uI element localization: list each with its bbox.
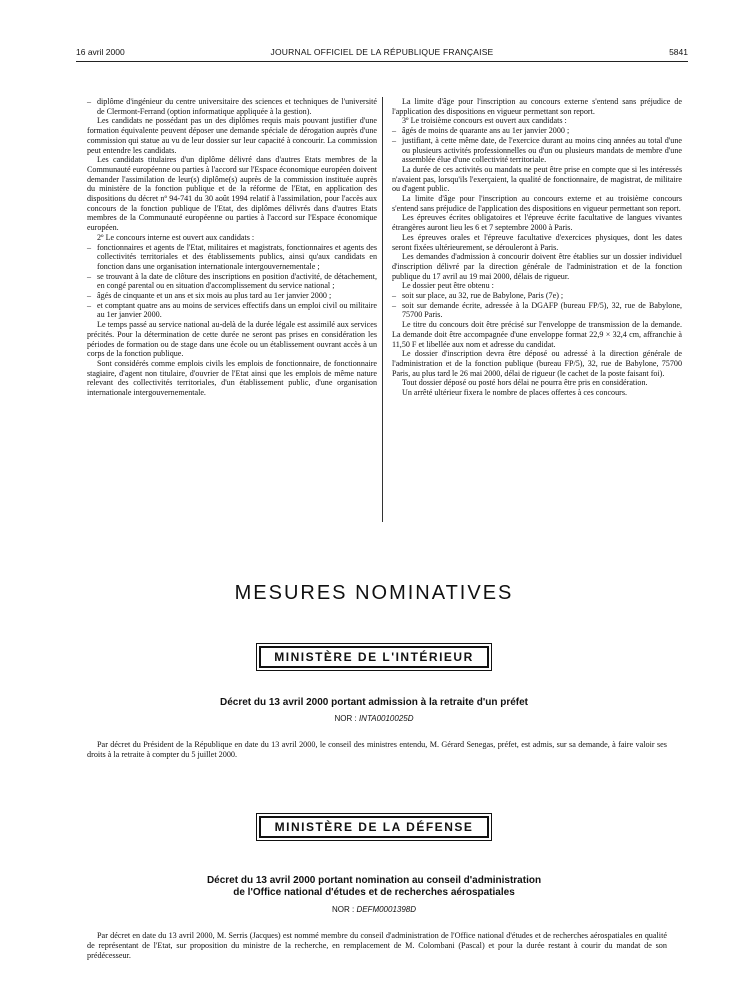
nor-value: INTA0010025D xyxy=(358,714,414,723)
decree-body: Par décret en date du 13 avril 2000, M. Serris (Jacques) est nommé membre du conseil d'administration de l'Office national d'études et de recherches aérospatiales en qualité de représentant de l'Etat, sur proposition du ministre de la recherche, en remplacement de M. Colombani (Pascal) et pour la durée restant à courir du mandat de son prédécesseur. xyxy=(87,931,667,960)
right-column xyxy=(392,97,682,398)
paragraph: Les demandes d'admission à concourir doivent être établies sur un dossier individuel d'inscription délivré par la direction générale de l'administration et de la fonction publique du 17 avril au 19 mai 2000, délais de rigueur. xyxy=(392,252,682,281)
paragraph: Un arrêté ultérieur fixera le nombre de places offertes à ces concours. xyxy=(402,388,628,398)
list-item: – fonctionnaires et agents de l'Etat, militaires et magistrats, fonctionnaires et agents des collectivités territoriales et des établissements publics, ainsi qu'aux candidats en fonction dans une organisation internationale intergouvernementale ; xyxy=(87,243,377,272)
paragraph: Les candidats ne possédant pas un des diplômes requis mais pouvant justifier d'une formation équivalente peuvent déposer une demande spéciale de dérogation auprès d'une commission qui statue au vu de leur dossier sur leur capacité à concourir. La commission peut entendre les candidats. xyxy=(87,116,377,155)
paragraph: Le dossier d'inscription devra être déposé ou adressé à la direction générale de l'administration et de la fonction publique (bureau FP/5), 32, rue de Babylone, 75700 Paris, au plus tard le 26 mai 2000, délai de rigueur (le cachet de la poste faisant foi). xyxy=(392,349,682,378)
page-header xyxy=(76,47,688,61)
ministry-box-interieur xyxy=(256,643,492,671)
list-item: – soit sur place, au 32, rue de Babylone, Paris (7e) ; xyxy=(392,291,682,301)
header-rule xyxy=(76,61,688,62)
decree-title: Décret du 13 avril 2000 portant admission à la retraite d'un préfet xyxy=(219,697,529,708)
paragraph: Les candidats titulaires d'un diplôme délivré dans d'autres Etats membres de la Communauté européenne ou parties à l'accord sur l'Espace économique européen doivent demander l'assimilation de leur(s) diplôme(s) auprès de la commission instituée auprès du ministère de la fonction publique et de la réforme de l'Etat, en application des dispositions du décret nº 94-741 du 30 août 1994 relatif à l'assimilation, pour l'accès aux concours de la fonction publique de l'Etat, des diplômes délivrés dans d'autres Etats membres de la Communauté européenne ou parties à l'accord sur l'Espace économique européen. xyxy=(87,155,377,233)
paragraph: La limite d'âge pour l'inscription au concours externe s'entend sans préjudice de l'application des dispositions en vigueur permettant son report. xyxy=(392,97,682,116)
paragraph: Tout dossier déposé ou posté hors délai ne pourra être pris en considération. xyxy=(402,378,648,388)
ministry-name: MINISTÈRE DE L'INTÉRIEUR xyxy=(259,646,489,668)
nor-reference xyxy=(0,905,748,914)
paragraph: Le titre du concours doit être précisé sur l'enveloppe de transmission de la demande. La demande doit être accompagnée d'une enveloppe format 22,9 × 32,4 cm, affranchie à 11,50 F et libellée aux nom et adresse du candidat. xyxy=(392,320,682,349)
list-item: – et comptant quatre ans au moins de services effectifs dans un emploi civil ou militaire au 1er janvier 2000. xyxy=(87,301,377,320)
list-item: – âgés de moins de quarante ans au 1er janvier 2000 ; xyxy=(392,126,682,136)
column-divider xyxy=(382,97,383,522)
issue-date: 16 avril 2000 xyxy=(76,47,125,57)
decree-title-line: de l'Office national d'études et de recherches aérospatiales xyxy=(233,886,515,898)
paragraph: Les épreuves orales et l'épreuve facultative d'exercices physiques, dont les dates seront fixées ultérieurement, se dérouleront à Paris. xyxy=(392,232,682,252)
ministry-box-defense xyxy=(256,813,492,841)
paragraph: La limite d'âge pour l'inscription au concours externe et au troisième concours s'entend sans préjudice de l'application des dispositions en vigueur permettant son report. xyxy=(392,194,682,213)
paragraph: Le dossier peut être obtenu : xyxy=(402,281,494,291)
list-item: – justifiant, à cette même date, de l'exercice durant au moins cinq années au total d'une ou plusieurs activités professionnelles ou d'un ou plusieurs mandats de membre d'une assemblée élue d'une collectivité territoriale. xyxy=(392,136,682,165)
nor-reference xyxy=(0,714,748,723)
ministry-name: MINISTÈRE DE LA DÉFENSE xyxy=(259,816,489,838)
journal-title: JOURNAL OFFICIEL DE LA RÉPUBLIQUE FRANÇAISE xyxy=(270,47,494,57)
paragraph: Le temps passé au service national au-delà de la durée légale est assimilé aux services précités. Pour la détermination de cette durée ne seront pas prises en considération les périodes de formation ou de stage dans une école ou un établissement ouvrant accès à un corps de la fonction publique. xyxy=(87,320,377,359)
decree-body: Par décret du Président de la République en date du 13 avril 2000, le conseil des ministres entendu, M. Gérard Senegas, préfet, est admis, sur sa demande, à faire valoir ses droits à la retraite à compter du 5 juillet 2000. xyxy=(87,740,667,759)
nor-value: DEFM0001398D xyxy=(356,905,417,914)
nor-label: NOR : xyxy=(334,714,357,723)
paragraph: La durée de ces activités ou mandats ne peut être prise en compte que si les intéressés n'avaient pas, lorsqu'ils l'exerçaient, la qualité de fonctionnaire, de magistrat, de militaire ou d'agent public. xyxy=(392,164,682,194)
nor-label: NOR : xyxy=(331,905,355,914)
list-item: – âgés de cinquante et un ans et six mois au plus tard au 1er janvier 2000 ; xyxy=(87,291,377,301)
paragraph: Sont considérés comme emplois civils les emplois de fonctionnaire, de fonctionnaire stagiaire, d'agent non titulaire, d'ouvrier de l'Etat ainsi que les emplois de même nature relevant des collectivités territoriales, d'un établissement public, d'une organisation internationale intergouvernementale. xyxy=(87,358,377,398)
list-item: – se trouvant à la date de clôture des inscriptions en position d'activité, de détachement, en congé parental ou en situation d'accomplissement du service national ; xyxy=(87,272,377,291)
list-item: – soit sur demande écrite, adressée à la DGAFP (bureau FP/5), 32, rue de Babylone, 75700 Paris. xyxy=(392,301,682,320)
paragraph: 2º Le concours interne est ouvert aux candidats : xyxy=(97,232,255,242)
section-title: MESURES NOMINATIVES xyxy=(234,582,514,604)
left-column xyxy=(87,97,377,398)
decree-title xyxy=(0,875,748,898)
list-item: – diplôme d'ingénieur du centre universitaire des sciences et techniques de l'université de Clermont-Ferrand (option informatique appliquée à la gestion). xyxy=(87,97,377,116)
paragraph: Les épreuves écrites obligatoires et l'épreuve écrite facultative de langues vivantes étrangères auront lieu les 6 et 7 septembre 2000 à Paris. xyxy=(392,213,682,233)
page-number: 5841 xyxy=(669,47,688,57)
paragraph: 3º Le troisième concours est ouvert aux candidats : xyxy=(402,116,567,126)
decree-title-line: Décret du 13 avril 2000 portant nomination au conseil d'administration xyxy=(206,875,542,886)
